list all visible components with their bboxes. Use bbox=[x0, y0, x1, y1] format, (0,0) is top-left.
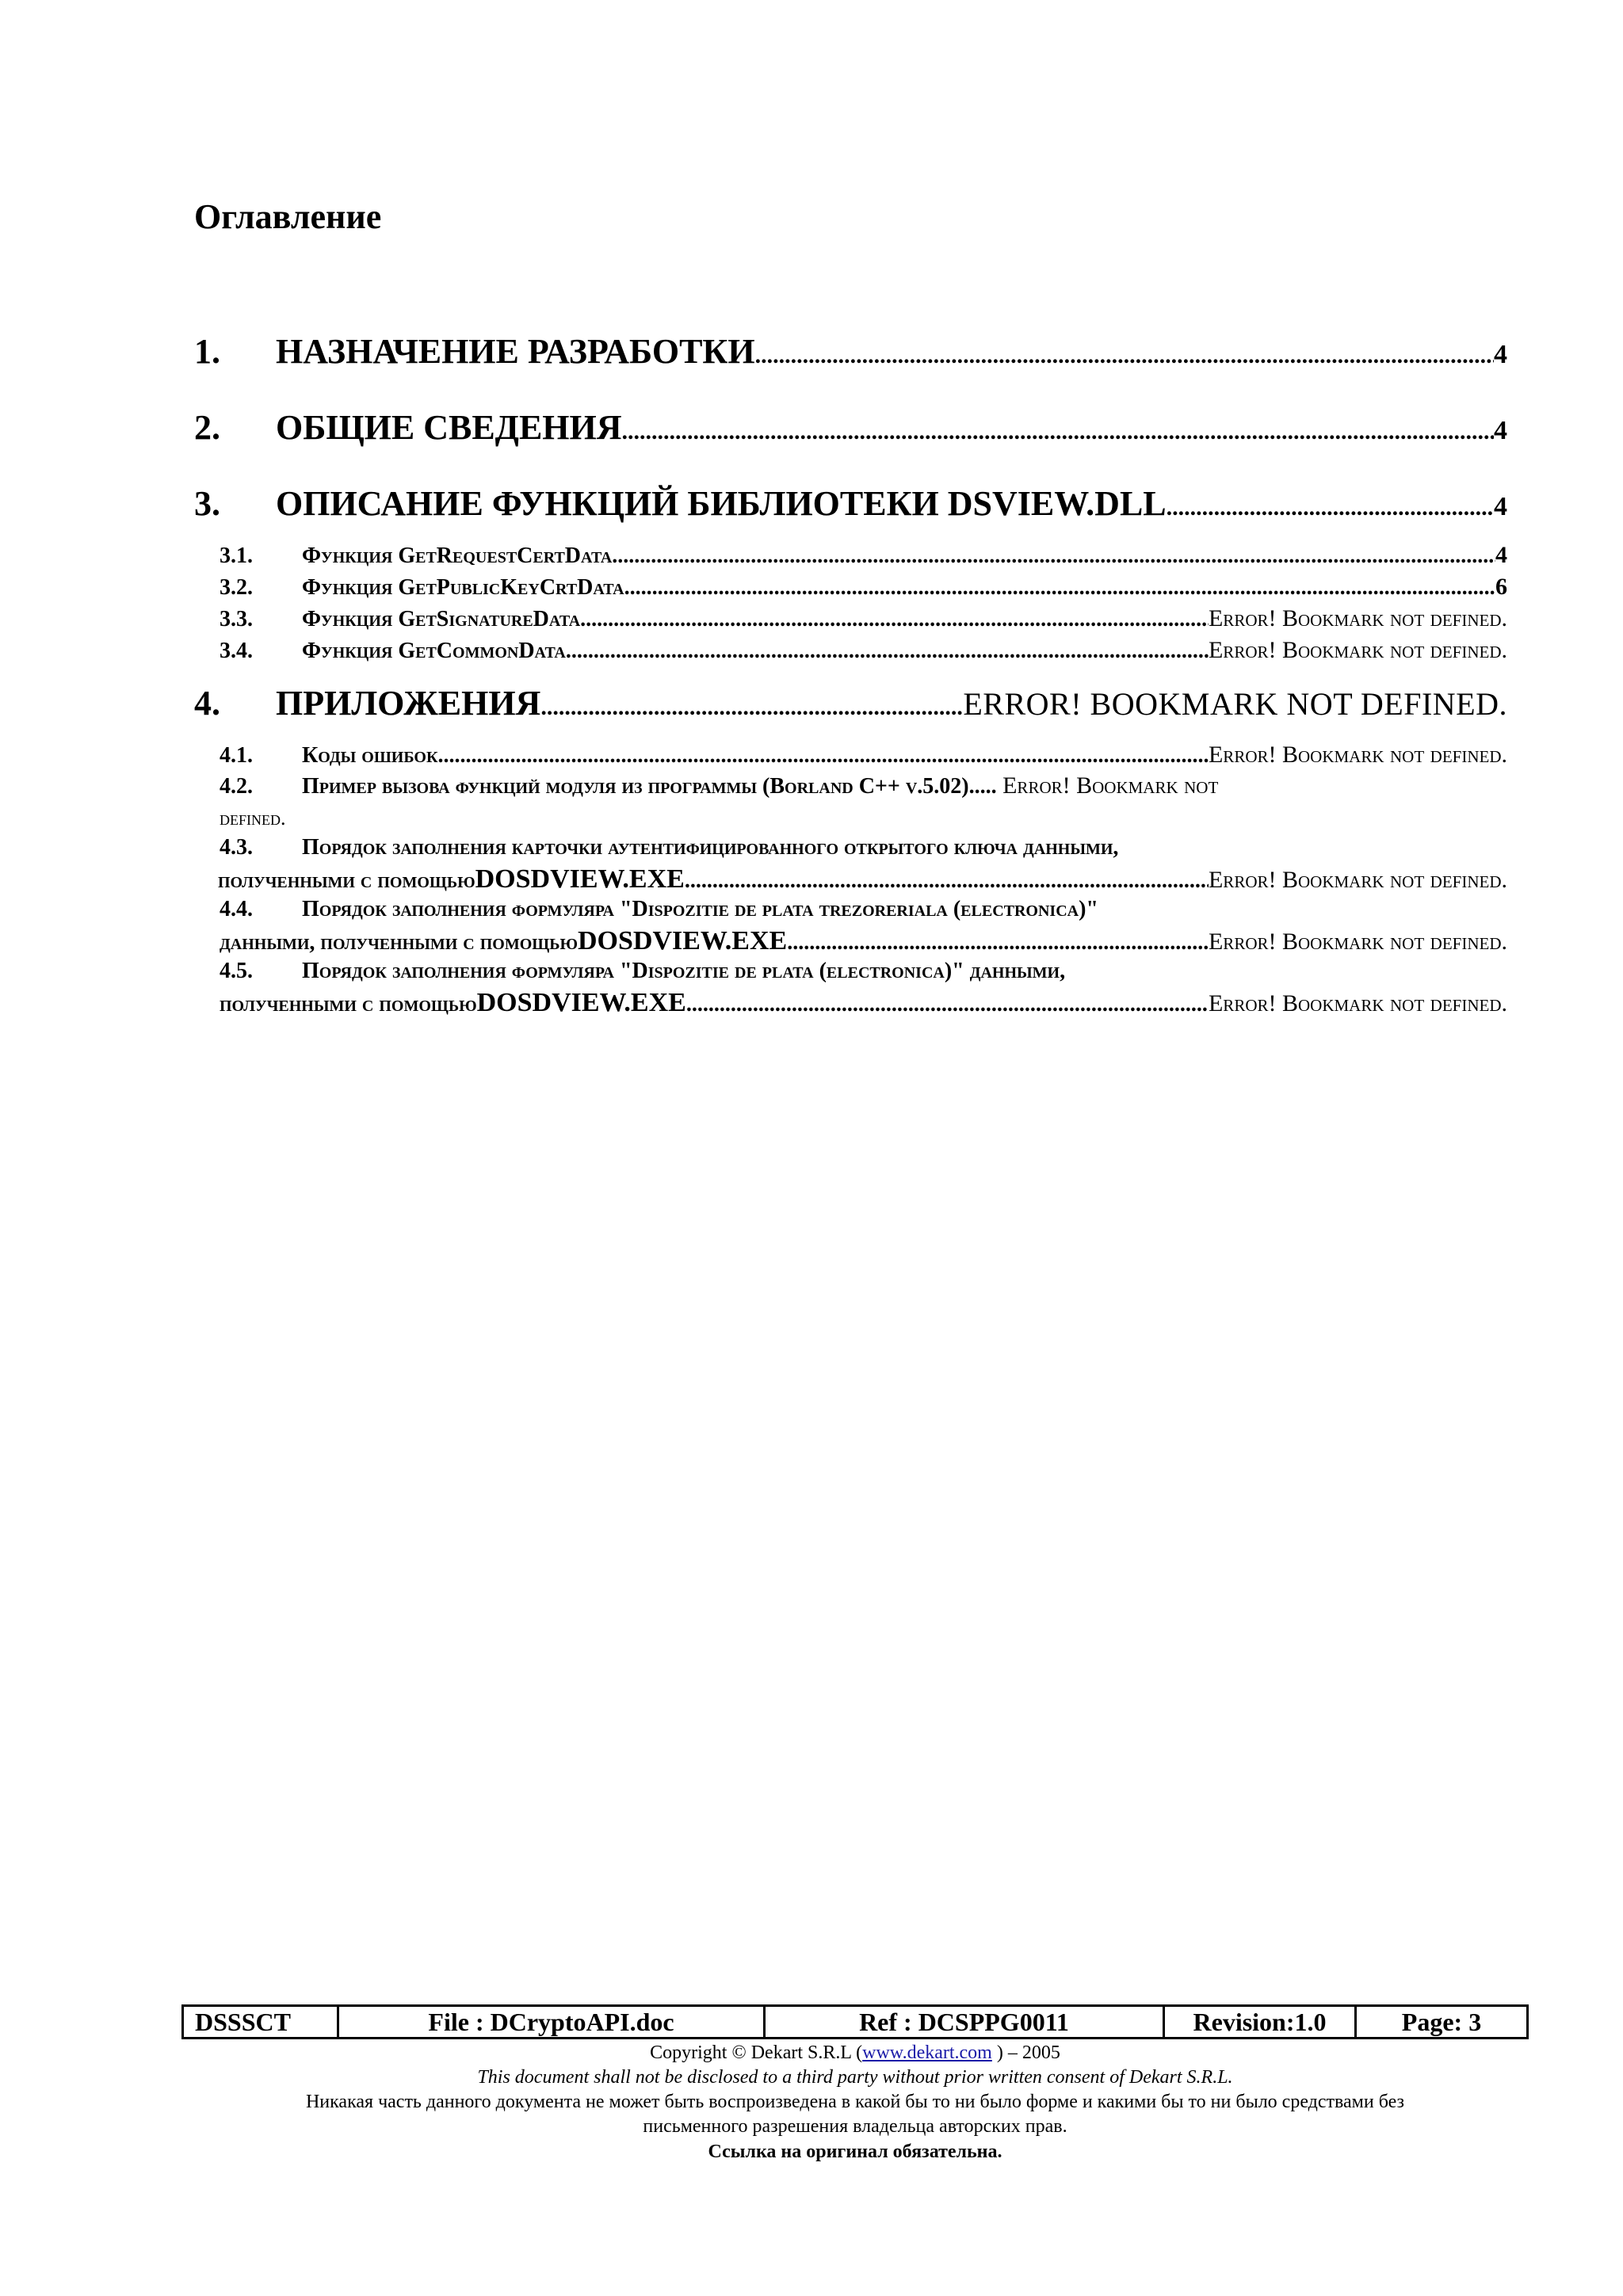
toc-title: Функция GetRequestCertData bbox=[302, 543, 613, 568]
toc-page-error: Error! Bookmark not defined. bbox=[1208, 990, 1507, 1016]
footer-copyright bbox=[181, 2042, 1529, 2064]
toc-title-program: DOSDVIEW.EXE bbox=[476, 988, 686, 1017]
toc-entry-3-1[interactable] bbox=[220, 542, 1507, 569]
toc-number: 4.2. bbox=[220, 774, 253, 799]
toc-title: Коды ошибок bbox=[302, 743, 438, 768]
toc-entry-4[interactable] bbox=[194, 683, 1507, 723]
toc-title-cont: данными, полученными с помощью bbox=[220, 930, 578, 955]
toc-leader bbox=[580, 607, 1209, 632]
toc-title: Пример вызова функций модуля из программы (Borland C++ v.5.02) bbox=[302, 774, 969, 799]
toc-title: Функция GetPublicKeyCrtData bbox=[302, 575, 624, 600]
toc-heading: Оглавление bbox=[194, 197, 382, 236]
toc-entry-4-1[interactable] bbox=[220, 742, 1507, 769]
toc-number: 3.2. bbox=[220, 575, 253, 600]
toc-entry-3-2[interactable] bbox=[220, 574, 1507, 601]
toc-leader bbox=[1167, 494, 1494, 521]
toc-entry-1[interactable] bbox=[194, 331, 1507, 372]
toc-number: 3.3. bbox=[220, 607, 253, 631]
toc-title-program: DOSDVIEW.EXE bbox=[577, 926, 788, 955]
toc-title: Функция GetSignatureData bbox=[302, 607, 581, 631]
footer-reference-note: Ссылка на оригинал обязательна. bbox=[708, 2142, 1002, 2162]
toc-page-number: 4 bbox=[1495, 542, 1507, 568]
toc-entry-4-3[interactable] bbox=[220, 832, 1507, 897]
toc-number: 4. bbox=[194, 684, 220, 723]
toc-leader: ..... bbox=[968, 774, 997, 799]
toc-entry-4-4[interactable] bbox=[220, 894, 1507, 959]
toc-title-cont: полученными с помощью bbox=[220, 992, 477, 1016]
toc-page-number: 6 bbox=[1495, 574, 1507, 600]
footer-disclaimer-ru-line1: Никакая часть данного документа не может быть воспроизведена в какой бы то ни было форме и какими бы то ни было средствами без bbox=[305, 2092, 1405, 2112]
toc-number: 4.1. bbox=[220, 743, 253, 768]
toc-page-number: 4 bbox=[1494, 492, 1507, 521]
footer-info-table bbox=[181, 2004, 1529, 2039]
toc-page-error: ERROR! BOOKMARK NOT DEFINED. bbox=[963, 686, 1507, 722]
toc-leader bbox=[612, 543, 1495, 569]
footer-ref: Ref : DCSPPG0011 bbox=[766, 2007, 1165, 2037]
toc-number: 3. bbox=[194, 484, 220, 523]
toc-title: Функция GetCommonData bbox=[302, 639, 566, 663]
toc-leader bbox=[540, 694, 963, 721]
toc-leader bbox=[622, 418, 1494, 445]
toc-number: 1. bbox=[194, 332, 220, 371]
toc-title: Порядок заполнения карточки аутентифицированного открытого ключа данными, bbox=[302, 835, 1119, 860]
toc-page-error: Error! Bookmark not defined. bbox=[1208, 867, 1507, 893]
footer-org-code: DSSSCT bbox=[184, 2007, 339, 2037]
toc-leader bbox=[685, 865, 1209, 897]
toc-page-number: 4 bbox=[1494, 340, 1507, 369]
toc-entry-2[interactable] bbox=[194, 407, 1507, 448]
toc-page-error: Error! Bookmark not defined. bbox=[1208, 929, 1507, 955]
toc-title: ОПИСАНИЕ ФУНКЦИЙ БИБЛИОТЕКИ DSVIEW.DLL bbox=[276, 484, 1167, 523]
toc-number: 2. bbox=[194, 408, 220, 447]
toc-entry-4-5[interactable] bbox=[220, 955, 1507, 1020]
toc-title: Порядок заполнения формуляра "Dispozitie de plata (electronica)" данными, bbox=[302, 959, 1066, 983]
toc-number: 3.4. bbox=[220, 639, 253, 663]
toc-title-program: DOSDVIEW.EXE bbox=[475, 864, 685, 894]
toc-leader bbox=[686, 989, 1209, 1020]
toc-page-error-cont: defined. bbox=[220, 807, 286, 830]
toc-title-cont: полученными с помощью bbox=[218, 868, 475, 893]
toc-entry-3-4[interactable] bbox=[220, 637, 1507, 664]
toc-page-error: Error! Bookmark not defined. bbox=[1208, 742, 1507, 768]
toc-title: ПРИЛОЖЕНИЯ bbox=[276, 684, 541, 723]
toc-number: 4.5. bbox=[220, 959, 253, 983]
toc-title: Порядок заполнения формуляра "Dispozitie de plata trezoreriala (electronica)" bbox=[302, 897, 1098, 921]
footer-revision: Revision:1.0 bbox=[1165, 2007, 1357, 2037]
toc-entry-3[interactable] bbox=[194, 483, 1507, 524]
toc-leader bbox=[566, 639, 1209, 664]
copyright-year: ) – 2005 bbox=[991, 2042, 1060, 2063]
footer-page-number: Page: 3 bbox=[1401, 2007, 1482, 2036]
footer-file-name: File : DCryptoAPI.doc bbox=[339, 2007, 766, 2037]
toc-leader bbox=[787, 927, 1209, 959]
toc-page-error: Error! Bookmark not bbox=[996, 772, 1219, 799]
toc-title: ОБЩИЕ СВЕДЕНИЯ bbox=[276, 408, 622, 447]
toc-number: 3.1. bbox=[220, 543, 253, 568]
toc-entry-3-3[interactable] bbox=[220, 605, 1507, 632]
toc-leader bbox=[624, 575, 1495, 601]
footer-disclaimer-en: This document shall not be disclosed to a third party without prior written consent of Dekart S.R.L. bbox=[477, 2067, 1233, 2088]
copyright-text: Copyright © Dekart S.R.L ( bbox=[650, 2042, 863, 2063]
dekart-website-link[interactable]: www.dekart.com bbox=[862, 2042, 992, 2063]
toc-leader bbox=[755, 342, 1494, 369]
toc-leader bbox=[437, 743, 1209, 769]
toc-entry-4-2[interactable] bbox=[220, 770, 1507, 834]
footer-disclaimer-ru-line2: письменного разрешения владельца авторских прав. bbox=[643, 2116, 1067, 2137]
toc-number: 4.3. bbox=[220, 835, 253, 860]
toc-number: 4.4. bbox=[220, 897, 253, 921]
toc-page-number: 4 bbox=[1494, 416, 1507, 445]
toc-page-error: Error! Bookmark not defined. bbox=[1208, 637, 1507, 663]
toc-title: НАЗНАЧЕНИЕ РАЗРАБОТКИ bbox=[276, 332, 755, 371]
toc-page-error: Error! Bookmark not defined. bbox=[1208, 605, 1507, 631]
